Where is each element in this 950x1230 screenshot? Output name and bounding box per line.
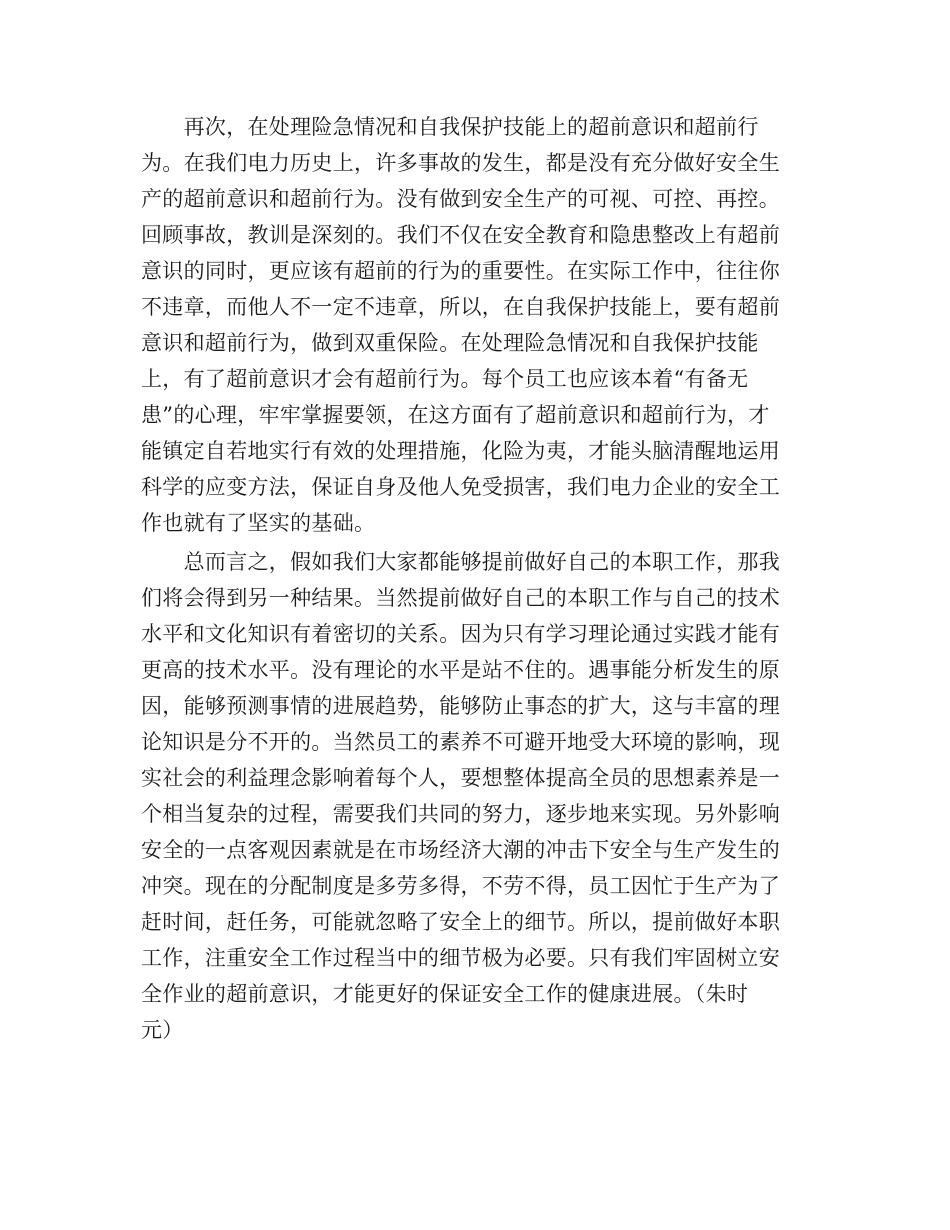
paragraph-line: 产的超前意识和超前行为。没有做到安全生产的可视、可控、再控。 — [141, 187, 780, 211]
paragraph-line: 更高的技术水平。没有理论的水平是站不住的。遇事能分析发生的原 — [141, 658, 780, 682]
paragraph-line: 为。在我们电力历史上，许多事故的发生，都是没有充分做好安全生 — [141, 151, 780, 175]
paragraph-line: 工作，注重安全工作过程当中的细节极为必要。只有我们牢固树立安 — [141, 946, 780, 970]
paragraph-line: 意识的同时，更应该有超前的行为的重要性。在实际工作中，往往你 — [141, 259, 780, 283]
paragraph-line: 作也就有了坚实的基础。 — [141, 511, 376, 535]
paragraph-line: 患”的心理，牢牢掌握要领，在这方面有了超前意识和超前行为，才 — [141, 403, 770, 427]
paragraph-line: 赶时间，赶任务，可能就忽略了安全上的细节。所以，提前做好本职 — [141, 910, 780, 934]
paragraph-line: 上，有了超前意识才会有超前行为。每个员工也应该本着“有备无 — [141, 367, 749, 391]
paragraph-line: 全作业的超前意识，才能更好的保证安全工作的健康进展。（朱时 — [141, 982, 749, 1006]
paragraph-line: 回顾事故，教训是深刻的。我们不仅在安全教育和隐患整改上有超前 — [141, 223, 780, 247]
paragraph-line: 实社会的利益理念影响着每个人，要想整体提高全员的思想素养是一 — [141, 766, 780, 790]
paragraph-2 — [141, 544, 821, 1048]
paragraph-line: 因，能够预测事情的进展趋势，能够防止事态的扩大，这与丰富的理 — [141, 694, 780, 718]
paragraph-line: 元） — [141, 1018, 184, 1042]
paragraph-line: 个相当复杂的过程，需要我们共同的努力，逐步地来实现。另外影响 — [141, 802, 780, 826]
paragraph-line: 论知识是分不开的。当然员工的素养不可避开地受大环境的影响，现 — [141, 730, 780, 754]
paragraph-line: 安全的一点客观因素就是在市场经济大潮的冲击下安全与生产发生的 — [141, 838, 780, 862]
paragraph-line: 总而言之，假如我们大家都能够提前做好自己的本职工作，那我 — [141, 550, 780, 574]
paragraph-line: 科学的应变方法，保证自身及他人免受损害，我们电力企业的安全工 — [141, 475, 780, 499]
paragraph-line: 意识和超前行为，做到双重保险。在处理险急情况和自我保护技能 — [141, 331, 759, 355]
paragraph-line: 不违章，而他人不一定不违章，所以，在自我保护技能上，要有超前 — [141, 295, 780, 319]
paragraph-line: 再次，在处理险急情况和自我保护技能上的超前意识和超前行 — [141, 115, 759, 139]
paragraph-1 — [141, 109, 821, 541]
paragraph-line: 冲突。现在的分配制度是多劳多得，不劳不得，员工因忙于生产为了 — [141, 874, 780, 898]
paragraph-line: 们将会得到另一种结果。当然提前做好自己的本职工作与自己的技术 — [141, 586, 780, 610]
paragraph-line: 水平和文化知识有着密切的关系。因为只有学习理论通过实践才能有 — [141, 622, 780, 646]
paragraph-line: 能镇定自若地实行有效的处理措施，化险为夷，才能头脑清醒地运用 — [141, 439, 780, 463]
